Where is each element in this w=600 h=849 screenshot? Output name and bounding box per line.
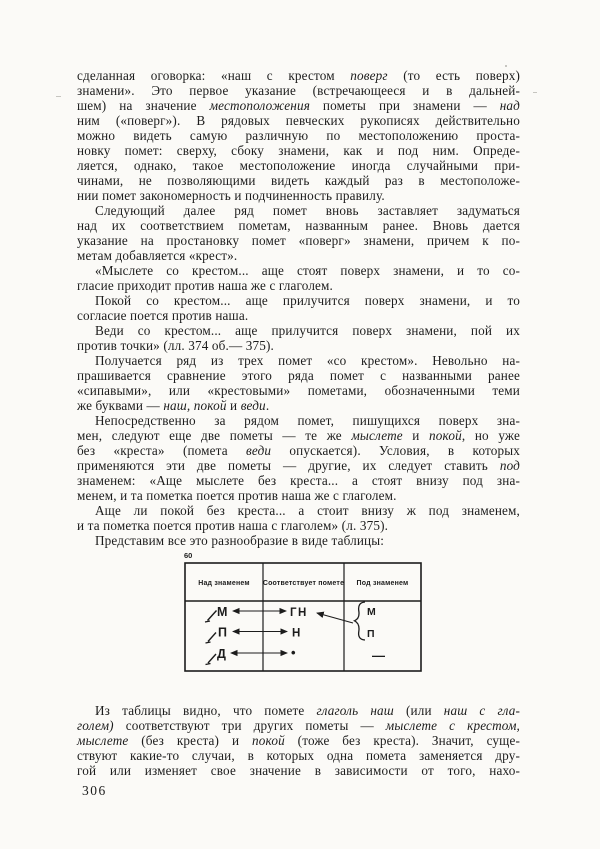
text-line <box>77 428 520 443</box>
text-span: гласие приходит против наша же с глаголем. <box>77 278 333 293</box>
text-line <box>77 718 520 733</box>
text-line <box>77 68 520 83</box>
text-span: Покой со крестом... аще прилучится поверх знамени, и то <box>95 293 520 308</box>
text-line <box>77 748 520 763</box>
text-span: ствуют какие-то случаи, в которых одна помета заменяется дру- <box>77 748 520 763</box>
text-span: (без креста) и <box>128 733 253 748</box>
text-line <box>77 533 520 548</box>
text-span: над их соответствием пометам, названным ранее. Вновь дается <box>77 218 520 233</box>
column-header-below: Под знаменем <box>356 580 409 587</box>
italic-text: веди <box>246 443 272 458</box>
italic-text: мыслете с крестом, <box>385 718 520 733</box>
text-span: шем) на значение <box>77 98 210 113</box>
pometa-letter-m-above: М <box>217 605 228 619</box>
text-span: и <box>402 428 430 443</box>
text-line <box>77 308 520 323</box>
text-span: против точки» (лл. 374 об.— 375). <box>77 338 274 353</box>
text-line <box>77 143 520 158</box>
text-span: и <box>226 398 241 413</box>
pometa-n: Н <box>292 627 301 640</box>
text-line <box>77 353 520 368</box>
text-span: , но уже <box>461 428 520 443</box>
pometa-dot: • <box>291 645 296 660</box>
text-span: знаменем: «Аще мыслете без креста... а стоят внизу под зна- <box>77 473 520 488</box>
cross-tick-icon <box>206 633 217 644</box>
figure-table <box>184 549 424 675</box>
no-pometa-dash: — <box>372 648 385 663</box>
italic-text: покой <box>429 428 462 443</box>
column-header-above: Над знаменем <box>198 580 250 587</box>
text-span: согласие поется против наша. <box>77 308 249 323</box>
italic-text: веди <box>240 398 266 413</box>
text-span: метам добавляется «крест». <box>77 248 238 263</box>
text-span: ляется, однако, такое местоположение иногда случайными при- <box>77 158 520 173</box>
text-span: можно видеть самую различную по местоположению проста- <box>77 128 520 143</box>
text-span: сделанная оговорка: «наш с крестом <box>77 68 351 83</box>
text-line <box>77 98 520 113</box>
text-line <box>77 413 520 428</box>
text-line <box>77 248 520 263</box>
text-span: «сипавыми», или «крестовыми» пометами, обозначенными теми <box>77 383 520 398</box>
curly-brace-icon <box>355 602 366 640</box>
page-number: 306 <box>82 783 107 798</box>
cross-tick-icon <box>206 654 217 665</box>
text-span: (или <box>393 703 444 718</box>
text-line <box>77 83 520 98</box>
text-span: же буквами — <box>77 398 164 413</box>
text-line <box>77 763 520 778</box>
text-line <box>77 338 520 353</box>
text-line <box>77 263 520 278</box>
text-line <box>77 188 520 203</box>
text-span: . <box>265 398 270 413</box>
pometa-letter-p-above: П <box>218 625 227 640</box>
text-line <box>77 383 520 398</box>
pometa-letter-m-below: М <box>367 606 376 618</box>
text-line <box>77 233 520 248</box>
body-text-lower <box>77 703 520 778</box>
italic-text: наш, покой <box>163 398 227 413</box>
text-span: применяются эти две пометы — другие, их следует ставить <box>77 458 500 473</box>
text-span: Из таблицы видно, что помете <box>95 703 317 718</box>
italic-text: над <box>499 98 520 113</box>
text-line <box>77 488 520 503</box>
text-span: нии помет закономерность и подчиненность правилу. <box>77 188 385 203</box>
text-span: (тоже без креста). Значит, суще- <box>284 733 520 748</box>
text-span: Следующий далее ряд помет вновь заставляет задуматься <box>95 203 520 218</box>
figure-number-label: 60 <box>184 551 193 560</box>
italic-text: наш с гла- <box>443 703 520 718</box>
pometa-letter-d-above: Д <box>217 647 226 661</box>
scan-artifact <box>56 96 61 97</box>
italic-text: поверг <box>350 68 388 83</box>
scan-artifact <box>533 92 537 93</box>
text-span: указание на простановку помет «поверг» знамени, причем к по- <box>77 233 520 248</box>
text-line <box>77 218 520 233</box>
text-span: Веди со крестом... аще прилучится поверх знамени, пой их <box>95 323 520 338</box>
text-line <box>77 733 520 748</box>
italic-text: под <box>499 458 520 473</box>
text-span: «Мыслете со крестом... аще стоят поверх знамени, и то со- <box>95 263 520 278</box>
text-line <box>77 368 520 383</box>
scan-artifact <box>505 65 507 67</box>
column-header-corresponds: Соответствует помете <box>262 580 345 587</box>
text-span: ним («поверг»). В рядовых певческих рукописях действительно <box>77 113 520 128</box>
text-span: соответствуют три других пометы — <box>113 718 386 733</box>
text-line <box>77 203 520 218</box>
text-line <box>77 473 520 488</box>
text-line <box>77 323 520 338</box>
italic-text: мыслете <box>77 733 129 748</box>
figure-table-svg <box>184 549 424 675</box>
text-span: новку помет: сверху, сбоку знамени, как и под ним. Опреде- <box>77 143 520 158</box>
pometa-gn: ГН <box>290 607 308 619</box>
text-span: Непосредственно за рядом помет, пишущихся поверх зна- <box>95 413 520 428</box>
text-span: Получается ряд из трех помет «со крестом». Невольно на- <box>95 353 520 368</box>
text-span: пометы при знамени — <box>310 98 500 113</box>
text-span: опускается). Условия, в которых <box>271 443 520 458</box>
text-span: менем, и та пометка поется против наша же с глаголем. <box>77 488 397 503</box>
text-line <box>77 113 520 128</box>
text-line <box>77 398 520 413</box>
italic-text: местоположения <box>209 98 310 113</box>
pometa-letter-p-below: П <box>367 628 375 640</box>
italic-text: мыслете <box>351 428 403 443</box>
text-line <box>77 158 520 173</box>
text-line <box>77 173 520 188</box>
text-span: мен, следуют еще две пометы — те же <box>77 428 352 443</box>
italic-text: голем) <box>77 718 114 733</box>
text-span: без «креста» (помета <box>77 443 247 458</box>
text-span: знамени». Это первое указание (встречающееся и в дальней- <box>77 83 520 98</box>
text-span: (то есть поверх) <box>387 68 521 83</box>
text-span: гой или изменяет свое значение в зависимости от того, нахо- <box>77 763 520 778</box>
text-span: Представим все это разнообразие в виде таблицы: <box>95 533 385 548</box>
text-line <box>77 458 520 473</box>
text-line <box>77 443 520 458</box>
text-line <box>77 703 520 718</box>
italic-text: покой <box>252 733 285 748</box>
text-span: чинами, не позволяющими видеть каждый раз в местоположе- <box>77 173 520 188</box>
text-span: Аще ли покой без креста... а стоит внизу ж под знаменем, <box>95 503 520 518</box>
cross-tick-icon <box>205 611 217 623</box>
text-line <box>77 293 520 308</box>
text-line <box>77 503 520 518</box>
text-span: и та пометка поется против наша с глаголем» (л. 375). <box>77 518 389 533</box>
bracket-arrow-icon <box>317 613 353 623</box>
italic-text: глаголь наш <box>316 703 394 718</box>
text-span: прашивается сравнение этого ряда помет с названными ранее <box>77 368 520 383</box>
text-line <box>77 518 520 533</box>
text-line <box>77 278 520 293</box>
body-text-upper <box>77 68 520 548</box>
text-line <box>77 128 520 143</box>
